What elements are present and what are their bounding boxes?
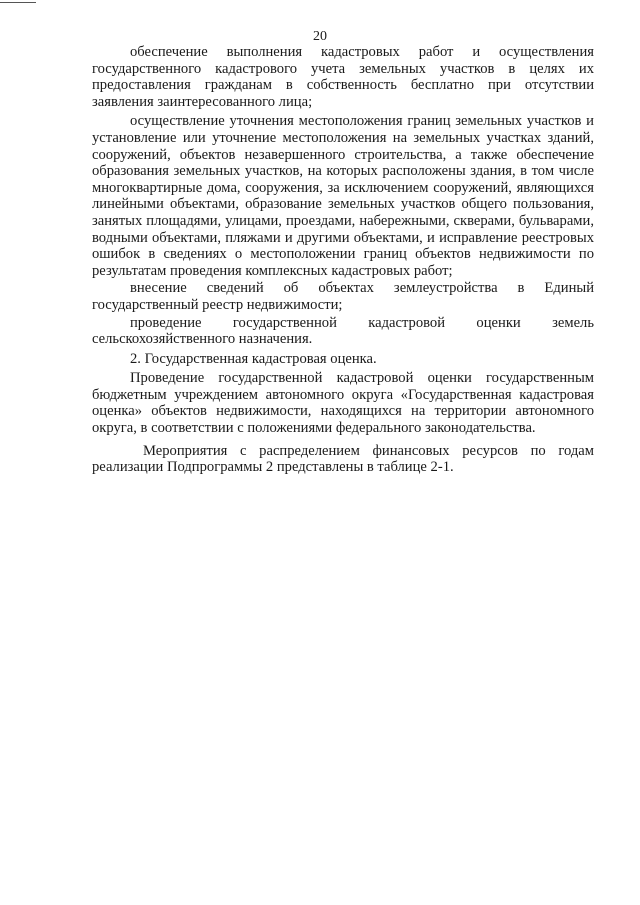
paragraph-cadastral-works: обеспечение выполнения кадастровых работ и осуществления государственного кадастрового учета земельных участков в целях их предоставления гражданам в собственность бесплатно при отсутствии заявления заинтересованного лица; (92, 44, 594, 110)
paragraph-agricultural-land-valuation: проведение государственной кадастровой оценки земель сельскохозяйственного назначения. (92, 314, 594, 348)
paragraph-valuation-institution: Проведение государственной кадастровой оценки государственным бюджетным учреждением автономного округа «Государственная кадастровая оценка» объектов недвижимости, находящихся на территории автономного округа, в соответствии с положениями федерального законодательства. (92, 370, 594, 437)
section-heading-cadastral-valuation: 2. Государственная кадастровая оценка. (130, 350, 377, 367)
paragraph-financing-table-reference: Мероприятия с распределением финансовых ресурсов по годам реализации Подпрограммы 2 представлены в таблице 2-1. (92, 442, 594, 476)
paragraph-boundary-clarification: осуществление уточнения местоположения границ земельных участков и установление или уточнение местоположения на земельных участках зданий, сооружений, объектов незавершенного строительства, а также обеспечение образования земельных участков, на которых расположены здания, в том числе многоквартирные дома, сооружения, за исключением сооружений, являющихся линейными объектами, образование земельных участков общего пользования, занятых площадями, улицами, проездами, набережными, скверами, бульварами, водными объектами, пляжами и другими объектами, и исправление реестровых ошибок в сведениях о местоположении границ объектов недвижимости по результатам проведения комплексных кадастровых работ; (92, 113, 594, 279)
paragraph-land-management-records: внесение сведений об объектах землеустройства в Единый государственный реестр недвижимости; (92, 280, 594, 313)
scan-corner-mark (0, 2, 36, 3)
page-number: 20 (313, 29, 327, 44)
document-body (92, 44, 594, 476)
